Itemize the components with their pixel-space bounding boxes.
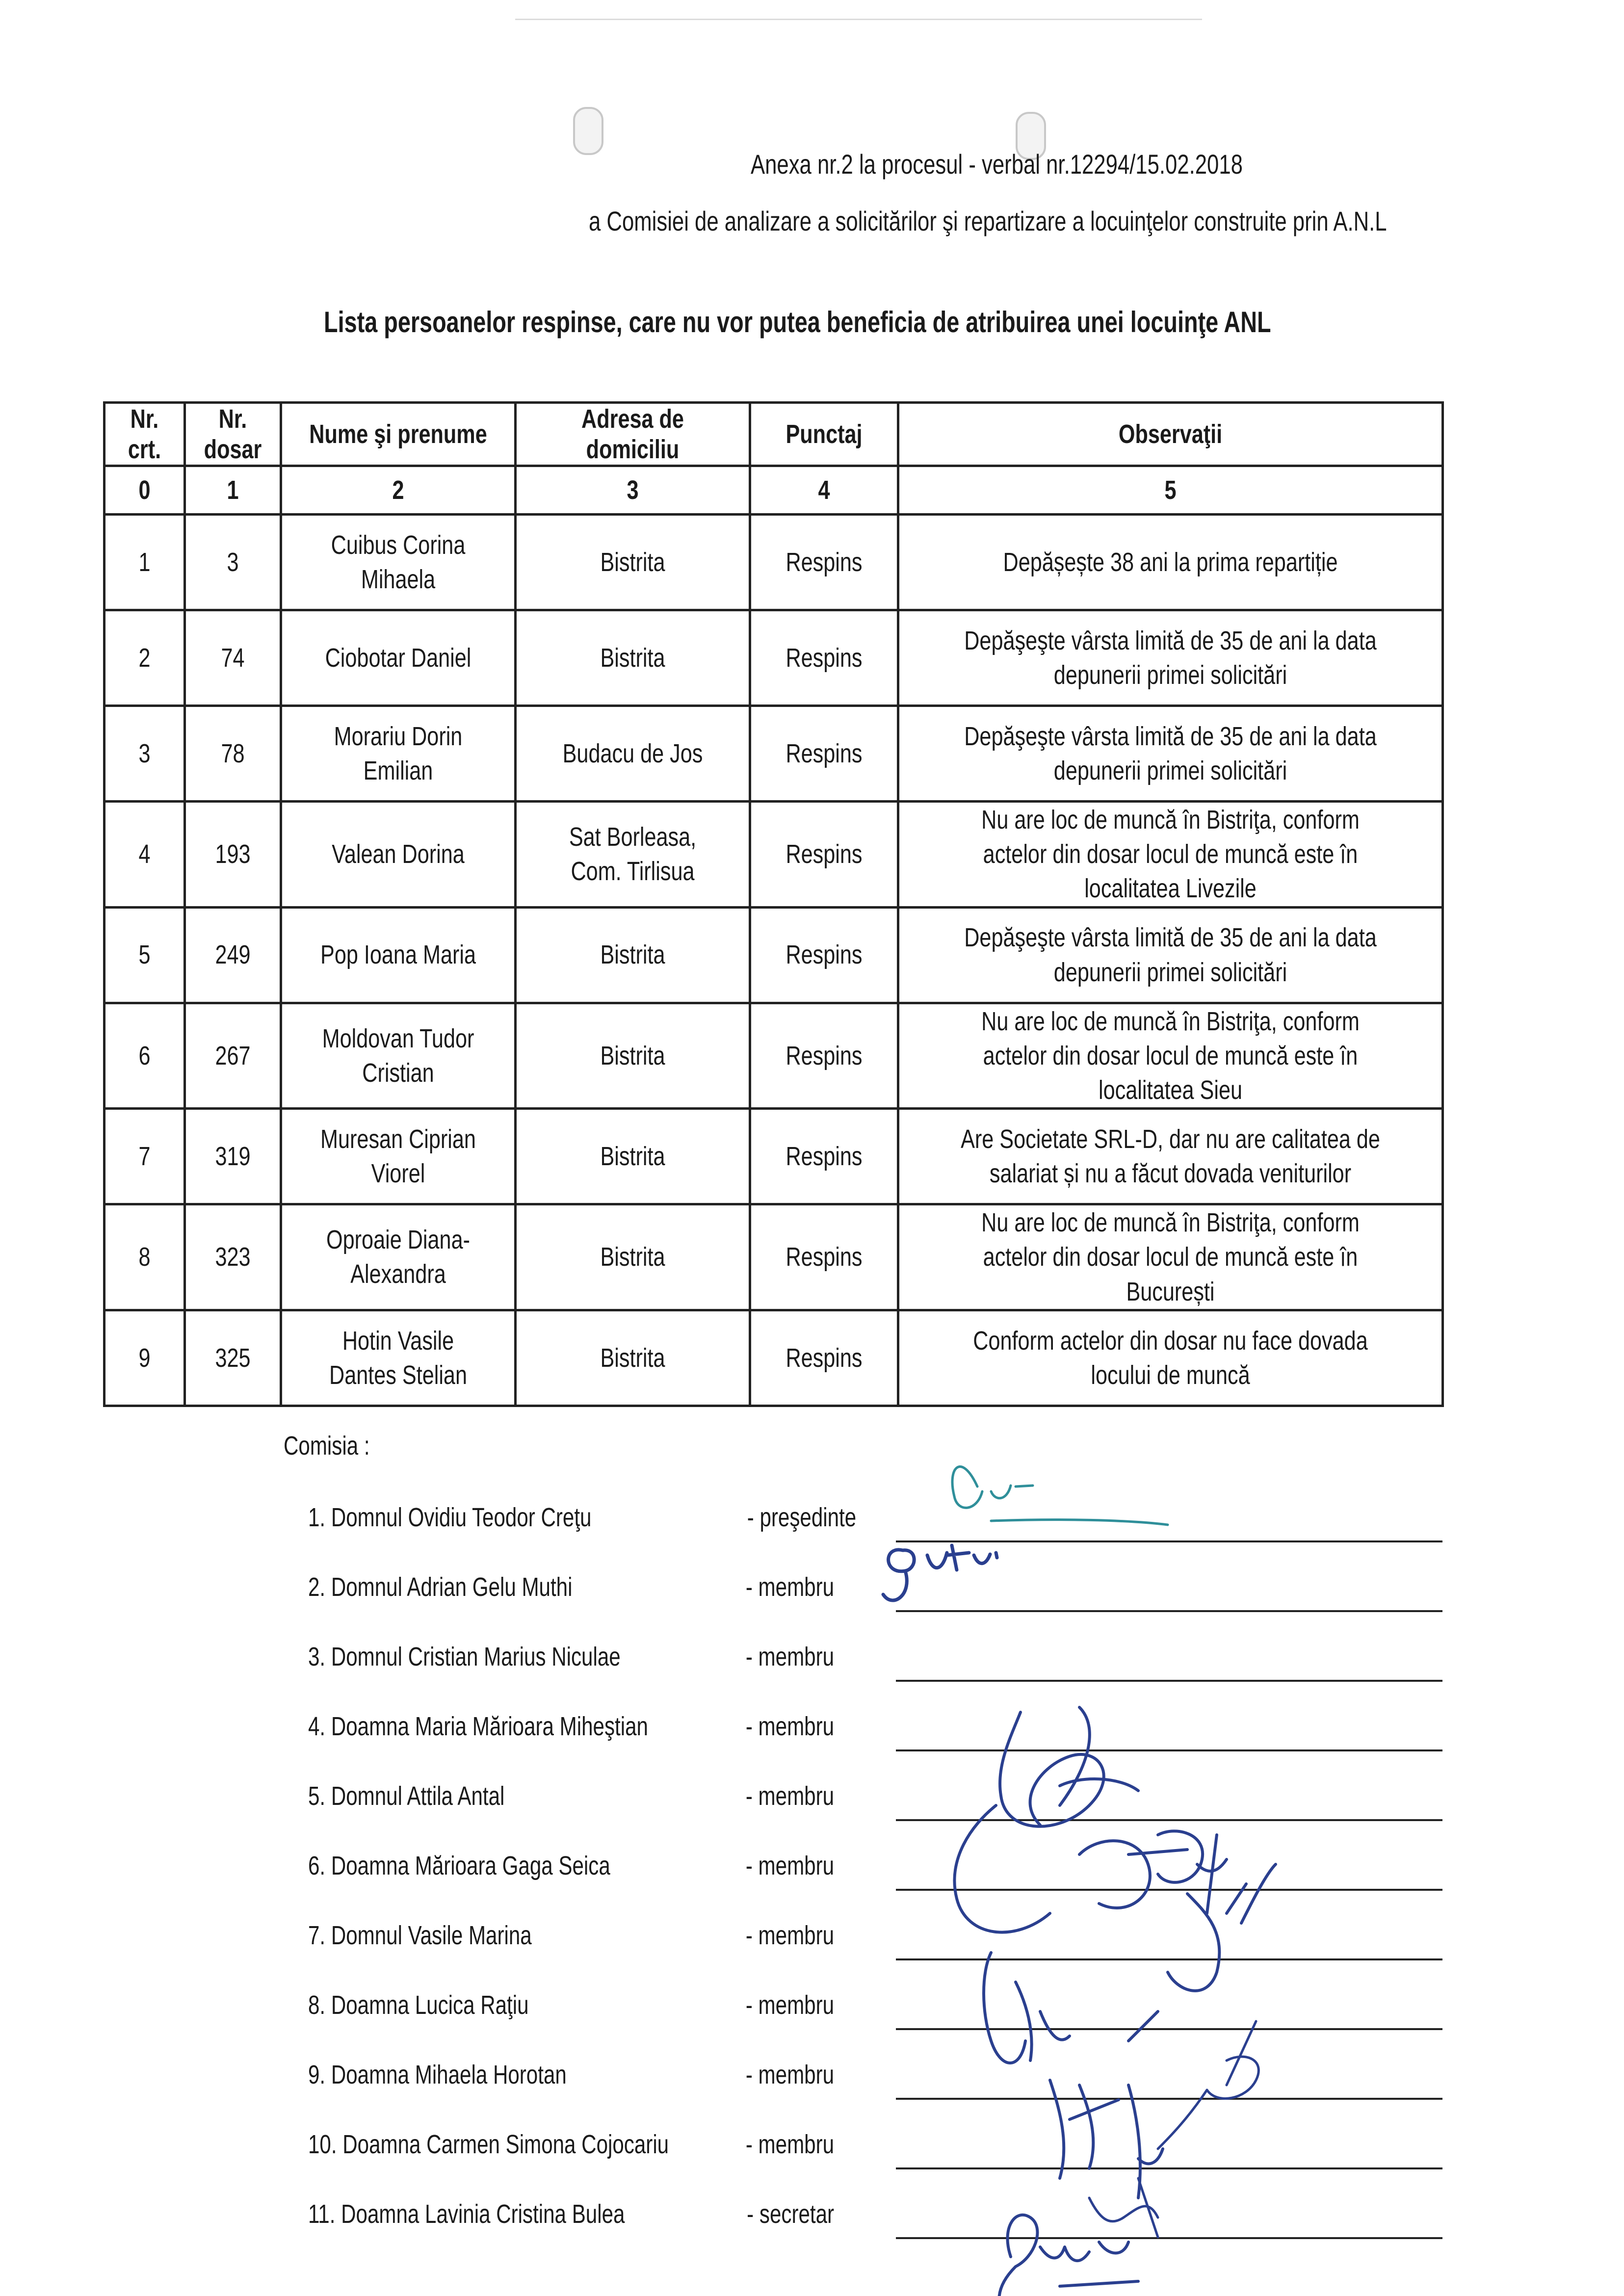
column-number: 0 (105, 466, 185, 515)
signature-member-10 (1089, 2178, 1158, 2237)
table-cell: Respins (750, 1109, 898, 1204)
table-cell: 3 (105, 706, 185, 802)
table-cell: 193 (185, 802, 281, 908)
table-cell: Depăşeşte vârsta limită de 35 de ani la data depunerii primei solicitări (898, 610, 1443, 706)
table-cell: Respins (750, 706, 898, 802)
signature-member-9 (1050, 2080, 1163, 2198)
column-number: 2 (281, 466, 516, 515)
column-number: 1 (185, 466, 281, 515)
commission-member-role: - preşedinte (747, 1503, 857, 1532)
commission-member-role: - membru (745, 1572, 834, 1602)
signature-president (952, 1467, 1168, 1525)
rejected-applicants-table (103, 401, 1444, 1407)
commission-member-name: 1. Domnul Ovidiu Teodor Creţu (308, 1503, 592, 1532)
table-cell: Bistrita (516, 610, 750, 706)
table-cell: Sat Borleasa, Com. Tirlisua (516, 802, 750, 908)
column-header: Adresa de domiciliu (516, 403, 750, 466)
column-header: Nr. dosar (185, 403, 281, 466)
signature-member-6 (1128, 1864, 1276, 2041)
document-title: Lista persoanelor respinse, care nu vor putea beneficia de atribuirea unei locuinţe ANL (324, 306, 1271, 339)
commission-member-name: 7. Domnul Vasile Marina (308, 1921, 532, 1950)
table-cell: 9 (105, 1310, 185, 1406)
punch-hole-left (573, 107, 603, 155)
table-cell: Morariu Dorin Emilian (281, 706, 516, 802)
table-cell: 2 (105, 610, 185, 706)
table-row (105, 515, 1443, 610)
commission-member-role: - membru (745, 2130, 834, 2159)
table-cell: Muresan Ciprian Viorel (281, 1109, 516, 1204)
table-cell: 1 (105, 515, 185, 610)
table-cell: 78 (185, 706, 281, 802)
signature-member-7 (984, 1953, 1070, 2063)
commission-label: Comisia : (284, 1431, 370, 1461)
column-number: 4 (750, 466, 898, 515)
table-cell: Pop Ioana Maria (281, 907, 516, 1003)
table-cell: 5 (105, 907, 185, 1003)
column-number: 5 (898, 466, 1443, 515)
commission-member-name: 6. Doamna Mărioara Gaga Seica (308, 1851, 610, 1880)
commission-member-role: - membru (745, 1851, 834, 1880)
table-cell: Respins (750, 802, 898, 908)
table-cell: Conform actelor din dosar nu face dovada locului de muncă (898, 1310, 1443, 1406)
table-cell: Hotin Vasile Dantes Stelian (281, 1310, 516, 1406)
table-cell: Depăşeşte vârsta limită de 35 de ani la data depunerii primei solicitări (898, 907, 1443, 1003)
table-row (105, 610, 1443, 706)
commission-member-role: - membru (745, 1781, 834, 1811)
table-row (105, 1310, 1443, 1406)
table-cell: 323 (185, 1204, 281, 1310)
table-row (105, 1109, 1443, 1204)
table-cell: Nu are loc de muncă în Bistriţa, conform actelor din dosar locul de muncă este în București (898, 1204, 1443, 1310)
table-cell: Bistrita (516, 1204, 750, 1310)
commission-member-name: 10. Doamna Carmen Simona Cojocariu (308, 2130, 669, 2159)
signature-member-2 (883, 1545, 997, 1600)
signature-secretary (999, 2215, 1138, 2296)
table-cell: Depășește 38 ani la prima repartiție (898, 515, 1443, 610)
table-cell: Ciobotar Daniel (281, 610, 516, 706)
commission-member-name: 5. Domnul Attila Antal (308, 1781, 505, 1811)
signature-member-4 (954, 1707, 1138, 1932)
table-cell: Depăşeşte vârsta limită de 35 de ani la data depunerii primei solicitări (898, 706, 1443, 802)
table-cell: Are Societate SRL-D, dar nu are calitatea de salariat și nu a făcut dovada veniturilor (898, 1109, 1443, 1204)
annex-header-line2: a Comisiei de analizare a solicitărilor şi repartizare a locuinţelor construite prin A.N.L (589, 206, 1387, 236)
handwritten-signatures (785, 1433, 1521, 2296)
table-cell: Oproaie Diana-Alexandra (281, 1204, 516, 1310)
table-cell: 74 (185, 610, 281, 706)
table-row (105, 1204, 1443, 1310)
table-row (105, 907, 1443, 1003)
column-header: Nume şi prenume (281, 403, 516, 466)
table-row (105, 802, 1443, 908)
table-cell: Respins (750, 610, 898, 706)
table-cell: 325 (185, 1310, 281, 1406)
table-cell: 8 (105, 1204, 185, 1310)
commission-member-role: - membru (745, 1921, 834, 1950)
commission-member-name: 4. Doamna Maria Mărioara Miheştian (308, 1712, 648, 1741)
commission-member-role: - membru (745, 1642, 834, 1671)
table-cell: Bistrita (516, 1003, 750, 1109)
commission-member-name: 9. Doamna Mihaela Horotan (308, 2060, 567, 2089)
table-row (105, 1003, 1443, 1109)
table-cell: Cuibus Corina Mihaela (281, 515, 516, 610)
column-number: 3 (516, 466, 750, 515)
table-row (105, 706, 1443, 802)
signature-member-5 (1079, 1831, 1227, 1913)
table-cell: Respins (750, 907, 898, 1003)
commission-member-name: 11. Doamna Lavinia Cristina Bulea (308, 2199, 625, 2229)
table-cell: Budacu de Jos (516, 706, 750, 802)
column-header: Nr. crt. (105, 403, 185, 466)
table-cell: Bistrita (516, 1310, 750, 1406)
table-cell: 319 (185, 1109, 281, 1204)
table-cell: 249 (185, 907, 281, 1003)
table-cell: Respins (750, 1003, 898, 1109)
commission-member-name: 3. Domnul Cristian Marius Niculae (308, 1642, 621, 1671)
commission-member-role: - membru (745, 1712, 834, 1741)
commission-member-name: 2. Domnul Adrian Gelu Muthi (308, 1572, 573, 1602)
column-number-row (105, 466, 1443, 515)
table-cell: 7 (105, 1109, 185, 1204)
commission-member-role: - secretar (747, 2199, 834, 2229)
table-cell: Respins (750, 1310, 898, 1406)
table-cell: 267 (185, 1003, 281, 1109)
table-cell: 6 (105, 1003, 185, 1109)
table-cell: Respins (750, 1204, 898, 1310)
table-cell: Bistrita (516, 1109, 750, 1204)
table-header-row (105, 403, 1443, 466)
signature-member-8 (1158, 2021, 1258, 2149)
table-cell: Nu are loc de muncă în Bistriţa, conform actelor din dosar locul de muncă este în localitatea Livezile (898, 802, 1443, 908)
annex-header-line1: Anexa nr.2 la procesul - verbal nr.12294/15.02.2018 (751, 149, 1243, 180)
commission-member-role: - membru (745, 1990, 834, 2020)
table-cell: 3 (185, 515, 281, 610)
commission-member-role: - membru (745, 2060, 834, 2089)
column-header: Observaţii (898, 403, 1443, 466)
scan-top-edge (515, 19, 1202, 20)
table-cell: Moldovan Tudor Cristian (281, 1003, 516, 1109)
column-header: Punctaj (750, 403, 898, 466)
table-cell: Respins (750, 515, 898, 610)
table-cell: Nu are loc de muncă în Bistriţa, conform actelor din dosar locul de muncă este în localitatea Sieu (898, 1003, 1443, 1109)
table-cell: 4 (105, 802, 185, 908)
table-cell: Bistrita (516, 907, 750, 1003)
table-cell: Valean Dorina (281, 802, 516, 908)
table-cell: Bistrita (516, 515, 750, 610)
commission-member-name: 8. Doamna Lucica Raţiu (308, 1990, 529, 2020)
